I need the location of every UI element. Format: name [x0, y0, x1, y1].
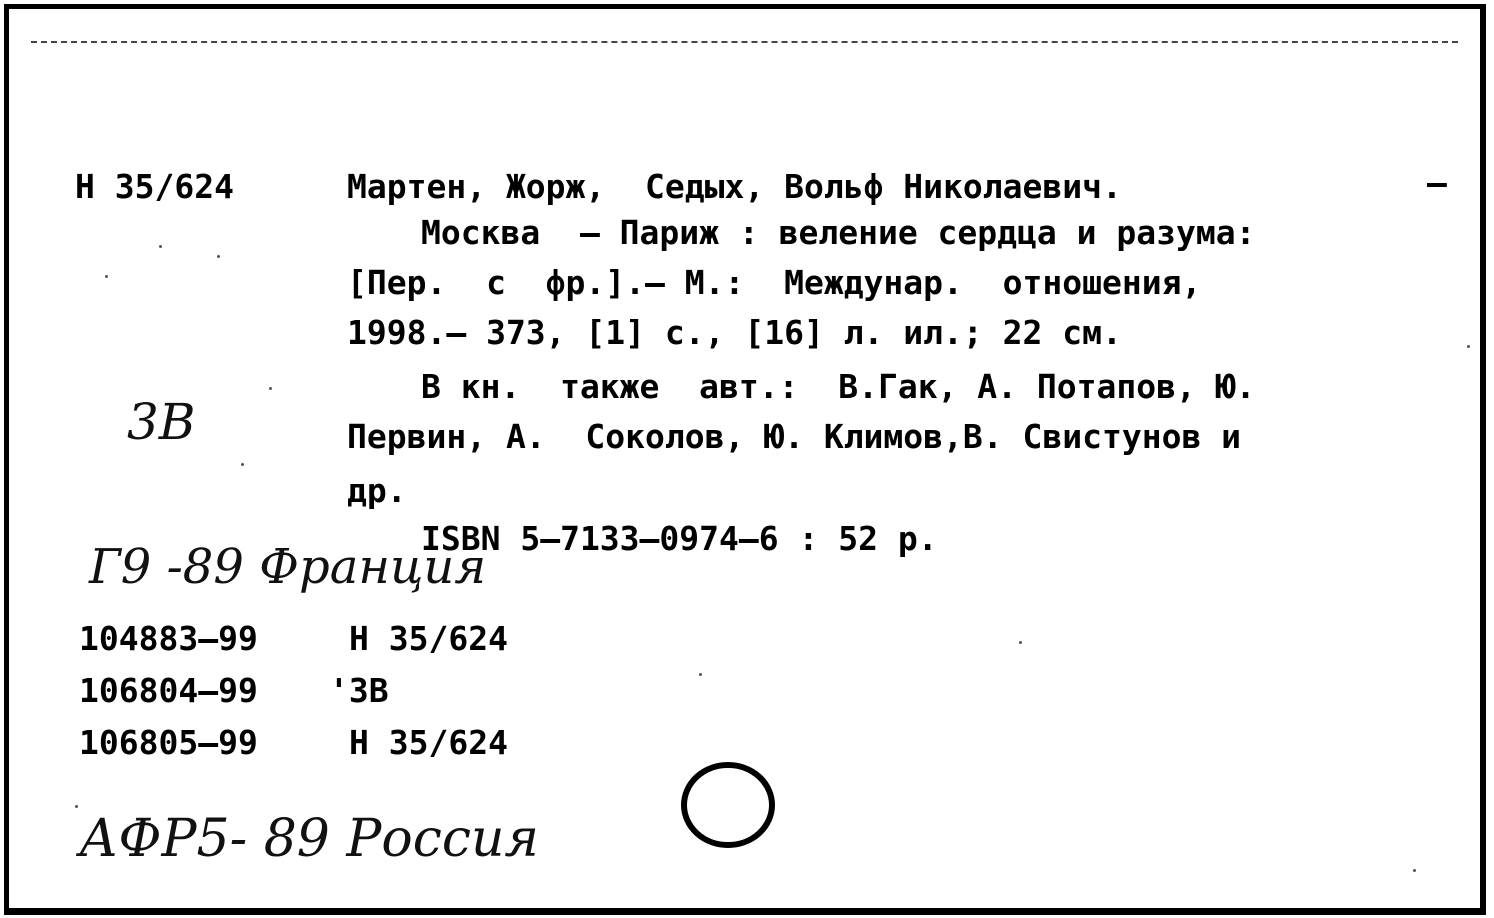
scan-speck: [1413, 869, 1416, 872]
note-line-1: В кн. также авт.: В.Гак, А. Потапов, Ю.: [421, 367, 1256, 406]
holding-loc-2: '3В: [329, 671, 389, 710]
holding-loc-3: Н 35/624: [349, 723, 508, 762]
holding-loc-1: Н 35/624: [349, 619, 508, 658]
top-dashed-rule: [31, 41, 1458, 43]
call-number: Н 35/624: [75, 167, 234, 206]
holding-acc-1: 104883–99: [79, 619, 258, 658]
isbn-line: ISBN 5–7133–0974–6 : 52 р.: [421, 519, 938, 558]
punch-hole-circle-icon: [673, 757, 783, 857]
scan-speck: [217, 255, 220, 258]
scan-speck: [105, 275, 108, 278]
scan-speck: [1019, 641, 1022, 644]
catalog-card: [4, 4, 1486, 915]
holding-acc-3: 106805–99: [79, 723, 258, 762]
scan-speck: [241, 463, 244, 466]
handwritten-class-russia: АФР5- 89 Россия: [79, 809, 539, 869]
scan-speck: [75, 805, 78, 808]
title-line-1: Москва – Париж : веление сердца и разума:: [421, 213, 1256, 252]
scan-speck: [269, 387, 272, 390]
title-line-2: [Пер. с фр.].– М.: Междунар. отношения,: [347, 263, 1202, 302]
handwritten-shelf-mark: 3В: [127, 393, 196, 451]
main-entry: Мартен, Жорж, Седых, Вольф Николаевич.: [347, 167, 1122, 206]
handwritten-class-france: Г9 -89 Франция: [89, 539, 487, 595]
scan-speck: [1467, 345, 1470, 348]
scan-speck: [699, 673, 702, 676]
holding-acc-2: 106804–99: [79, 671, 258, 710]
note-line-2: Первин, А. Соколов, Ю. Климов,В. Свистунов и: [347, 417, 1242, 456]
scan-speck: [159, 245, 162, 248]
dash-mark: –: [1427, 163, 1447, 202]
note-line-3: др.: [347, 471, 407, 510]
title-line-3: 1998.– 373, [1] с., [16] л. ил.; 22 см.: [347, 313, 1122, 352]
